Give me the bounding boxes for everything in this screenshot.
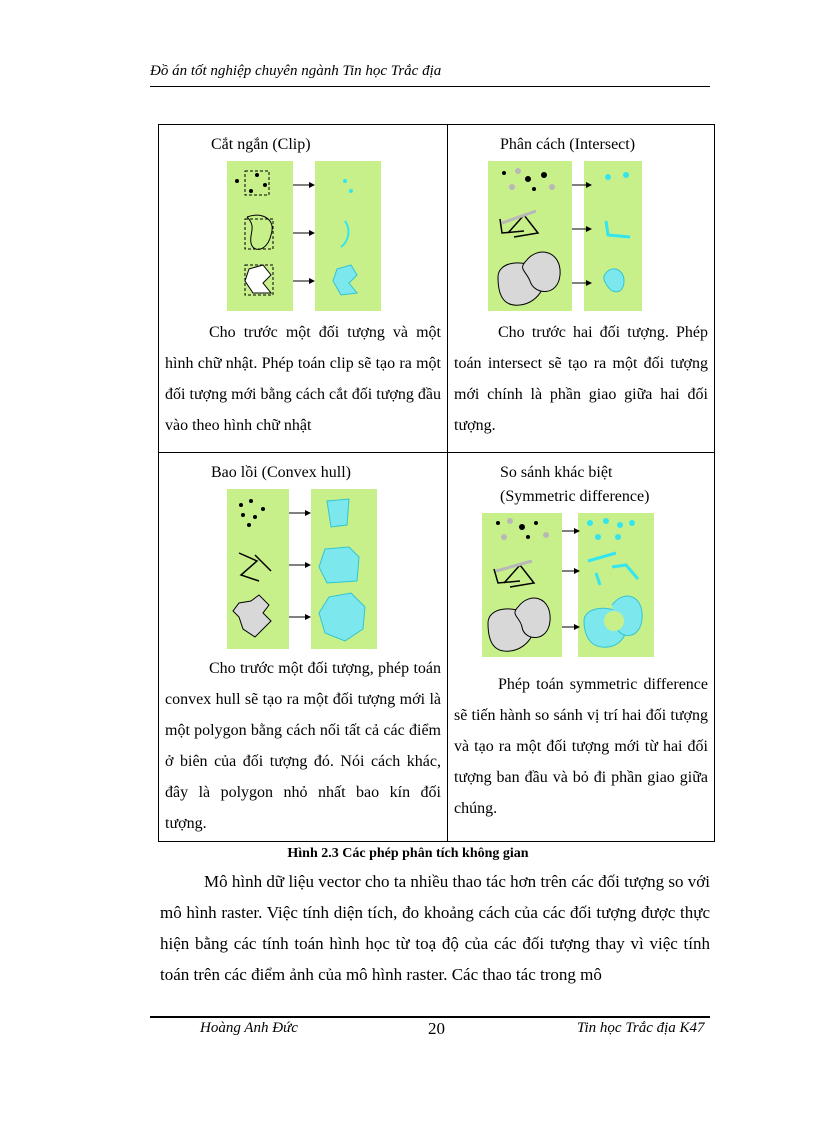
intersect-title: Phân cách (Intersect) [500,136,636,153]
cell-clip [159,125,448,453]
cell-convex [159,453,448,842]
body-paragraph: Mô hình dữ liệu vector cho ta nhiều thao tác hơn trên các đối tượng so với mô hình raster. Việc tính diện tích, đo khoảng cách của các đối tượng được thực hiện bằng các tính toán hình học từ toạ độ của các đối tượng thay vì việc tính toán trên các điểm ảnh của mô hình raster. Các thao tác trong mô [160,872,710,984]
header-rule [150,86,710,87]
page-header: Đồ án tốt nghiệp chuyên ngành Tin học Trắc địa [150,63,442,79]
footer-author: Hoàng Anh Đức [200,1020,298,1036]
footer-rule [150,1016,710,1018]
cell-symdiff [448,453,715,842]
clip-title: Cắt ngắn (Clip) [211,136,311,153]
figure-caption: Hình 2.3 Các phép phân tích không gian [287,846,529,861]
symdiff-text: Phép toán symmetric difference sẽ tiến hành so sánh vị trí hai đối tượng và tạo ra một đối tượng mới từ hai đối tượng ban đầu và bỏ đi phần giao giữa chúng. [454,676,708,817]
intersect-figure [448,157,714,317]
page-number: 20 [428,1019,445,1038]
symdiff-title-1: So sánh khác biệt [500,464,613,481]
arrow-icon [309,182,315,188]
symdiff-figure [448,509,714,661]
intersect-text: Cho trước hai đối tượng. Phép toán intersect sẽ tạo ra một đối tượng mới chính là phần giao giữa hai đối tượng. [454,324,708,434]
operations-table [158,124,715,842]
convex-figure [159,485,447,653]
clip-text: Cho trước một đối tượng và một hình chữ nhật. Phép toán clip sẽ tạo ra một đối tượng mới bằng cách cắt đối tượng đầu vào theo hình chữ nhật [165,324,441,434]
symdiff-title-2: (Symmetric difference) [500,488,650,505]
cell-intersect [448,125,715,453]
footer-course: Tin học Trắc địa K47 [577,1020,705,1036]
clip-figure [159,157,447,317]
convex-title: Bao lồi (Convex hull) [211,464,351,481]
convex-text: Cho trước một đối tượng, phép toán convex hull sẽ tạo ra một đối tượng mới là một polygon bằng cách nối tất cả các điểm ở biên của đối tượng đó. Nói cách khác, đây là polygon nhỏ nhất bao kín đối tượng. [165,660,441,832]
